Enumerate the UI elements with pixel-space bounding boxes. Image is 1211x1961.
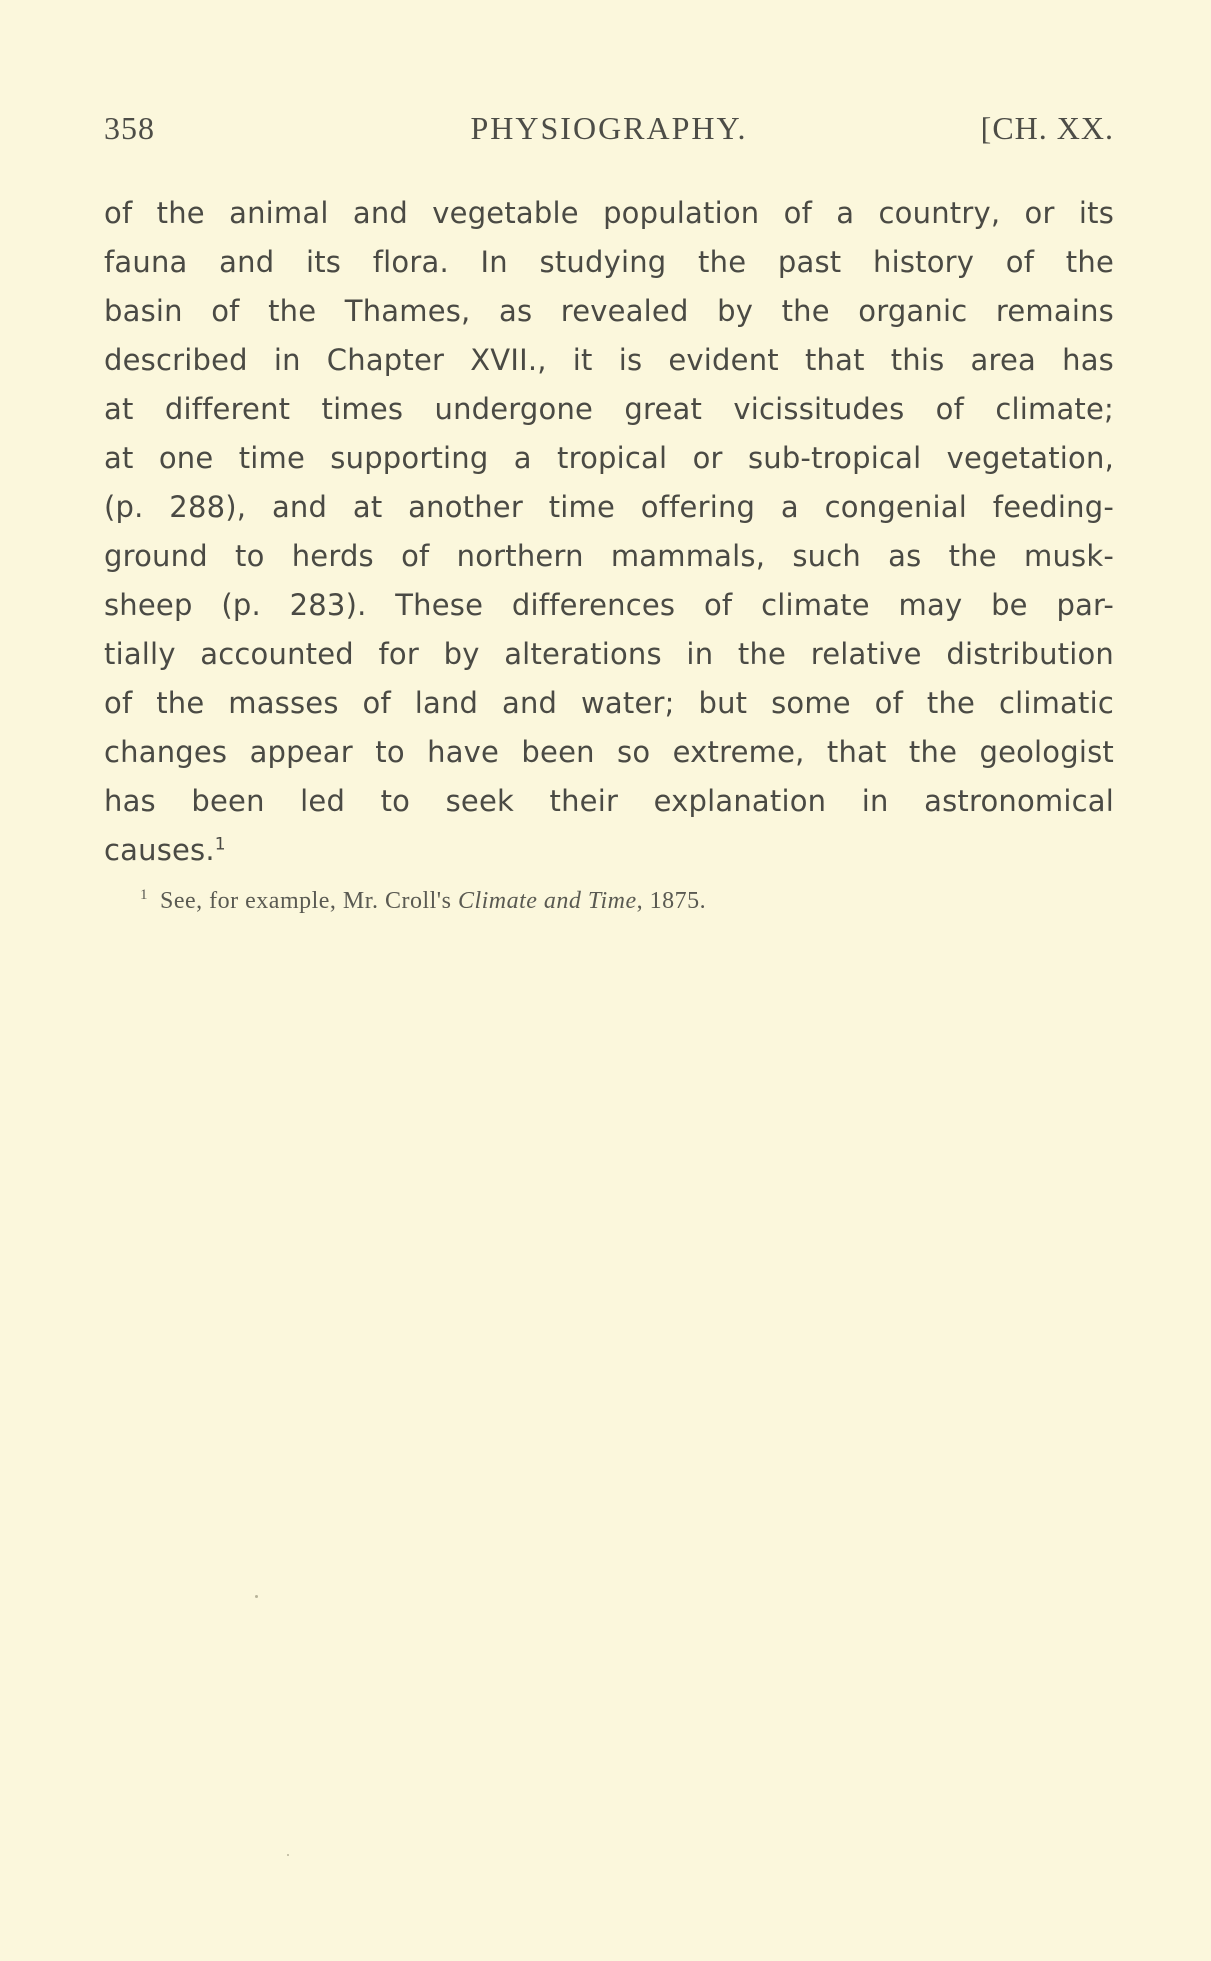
text-line: basin of the Thames, as revealed by the organic remains: [104, 294, 1114, 328]
text-line: changes appear to have been so extreme, that the geologist: [104, 735, 1114, 769]
last-line-text: causes.: [104, 833, 215, 867]
footnote-reference[interactable]: 1: [214, 834, 226, 855]
footnote-text-after: , 1875.: [636, 888, 707, 914]
footnote-text-before: See, for example, Mr. Croll's: [160, 888, 452, 914]
footnote: [104, 887, 1114, 915]
text-line: of the animal and vegetable population of a country, or its: [104, 196, 1114, 230]
text-line: of the masses of land and water; but some of the climatic: [104, 686, 1114, 720]
footnote-book-title: Climate and Time: [457, 888, 637, 914]
paper-speck: [255, 1595, 258, 1598]
text-line: ground to herds of northern mammals, such as the musk-: [104, 539, 1114, 573]
text-line: (p. 288), and at another time offering a congenial feeding-: [104, 490, 1114, 524]
page-number: 358: [104, 110, 155, 146]
text-line: at different times undergone great vicissitudes of climate;: [104, 392, 1114, 426]
text-line: sheep (p. 283). These differences of climate may be par-: [104, 588, 1114, 622]
text-line: fauna and its flora. In studying the past history of the: [104, 245, 1114, 279]
running-title: PHYSIOGRAPHY.: [470, 110, 748, 146]
text-line: described in Chapter XVII., it is evident that this area has: [104, 343, 1114, 377]
text-line: has been led to seek their explanation in astronomical: [104, 784, 1114, 818]
paper-speck: [287, 1854, 289, 1856]
body-paragraph: [104, 189, 1114, 875]
text-line-last: [104, 826, 1114, 875]
page-header: [104, 110, 1114, 154]
chapter-reference: [CH. XX.: [980, 110, 1114, 146]
footnote-number: 1: [140, 887, 148, 903]
text-line: tially accounted for by alterations in the relative distribution: [104, 637, 1114, 671]
text-line: at one time supporting a tropical or sub-tropical vegetation,: [104, 441, 1114, 475]
